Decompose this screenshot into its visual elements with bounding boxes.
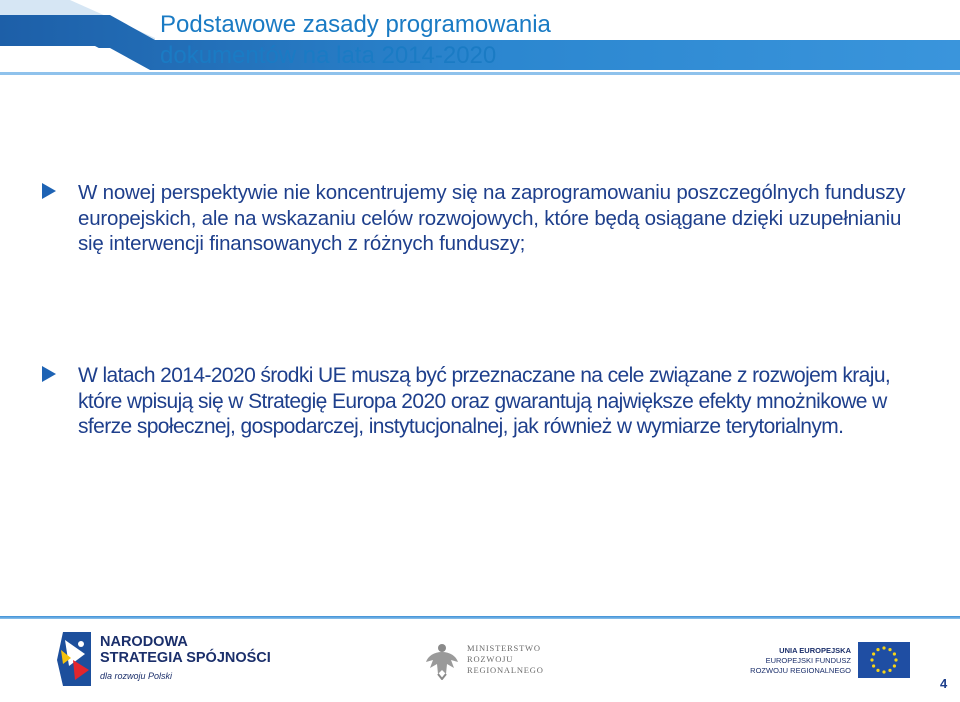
footer-divider [0,616,960,619]
bullet-item [42,363,922,440]
bullet-text: W nowej perspektywie nie koncentrujemy się na zaprogramowaniu poszczególnych funduszy europejskich, ale na wskazaniu celów rozwojowych, które będą osiągane dzięki uzupełnianiu się interwencji finansowanych z różnych funduszy; [78,181,906,255]
slide-title [160,9,551,71]
eu-logo [745,642,915,682]
slide-title-line1: Podstawowe zasady programowania [160,11,551,38]
nss-line1: NARODOWA [100,634,188,650]
nss-line2: STRATEGIA SPÓJNOŚCI [100,650,271,666]
eu-flag-icon [858,642,910,678]
slide-title-line2: dokumentów na lata 2014-2020 [160,42,497,69]
ministry-text [467,643,544,676]
bullet-item [42,180,922,257]
triangle-bullet-icon [42,183,56,199]
nss-logo-icon [55,630,95,688]
ministry-line1: MINISTERSTWO [467,643,541,653]
bullet-text: W latach 2014-2020 środki UE muszą być przeznaczane na cele związane z rozwojem kraju, które wpisują się w Strategię Europa 2020 oraz gwarantują największe efekty mnożnikowe w sferze społecznej, gospodarczej, instytucjonalnej, jak również w wymiarze terytorialnym. [78,364,891,438]
nss-logo-text [100,634,271,666]
eu-line2: EUROPEJSKI FUNDUSZ [765,656,851,665]
polish-eagle-icon [425,642,459,680]
ministry-line3: REGIONALNEGO [467,665,544,675]
page-number: 4 [940,676,948,691]
eu-text [750,646,851,676]
triangle-bullet-icon [42,366,56,382]
nss-logo [55,628,275,690]
eu-line1: UNIA EUROPEJSKA [779,646,851,655]
ministry-logo [425,640,555,684]
eu-line3: ROZWOJU REGIONALNEGO [750,666,851,675]
ministry-line2: ROZWOJU [467,654,514,664]
nss-subtitle: dla rozwoju Polski [100,671,173,681]
